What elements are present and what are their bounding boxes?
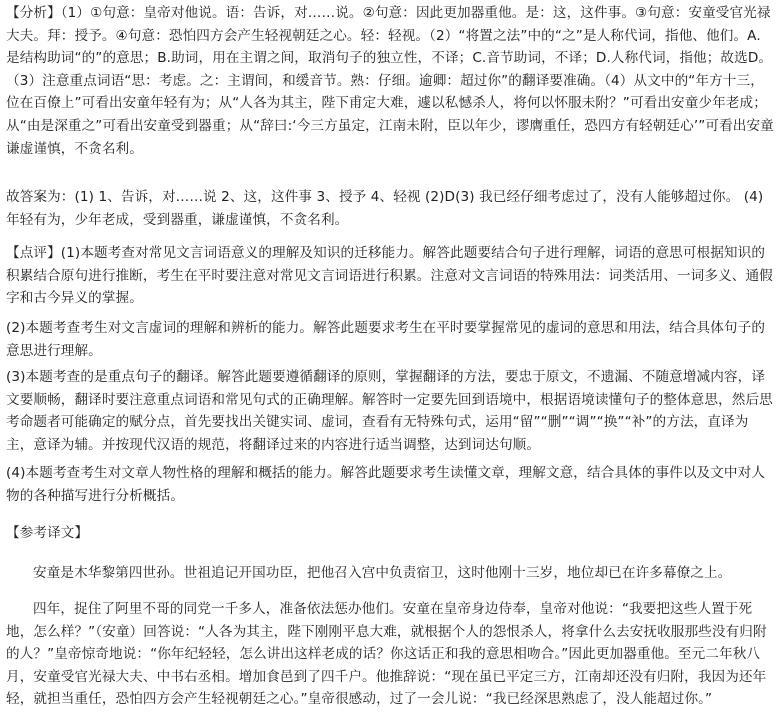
analysis-paragraph: 【分析】（1）①句意：皇帝对他说。语：告诉，对……说。②句意：因此更加器重他。是：这，这件事。③句意：安童受官光禄大夫。拜：授予。④句意：恐怕四方会产生轻视朝廷之心。轻：轻视。（2）“将置之法”中的“之”是人称代词，指他、他们。A.是结构助词“的”的意思；B.助词，用在主谓之间，取消句子的独立性，不译；C.音节助词，不译；D.人称代词，指他；故选D。（3）注意重点词语“思：考虑。之：主谓间，和缓音节。熟：仔细。逾卿：超过你”的翻译要准确。（4）从文中的“年方十三，位在百僚上”可看出安童年轻有为；从“人各为其主，陛下甫定大难，遽以私憾杀人，将何以怀服未附？”可看出安童少年老成；从“由是深重之”可看出安童受到器重；从“辞曰:‘今三方虽定，江南未附，臣以年少，谬膺重任，恐四方有轻朝廷心’”可看出安童谦虚谨慎，不贪名利。 [6,5,774,157]
review-paragraph-q1: 【点评】(1)本题考查对常见文言词语意义的理解及知识的迁移能力。解答此题要结合句子进行理解，词语的意思可根据知识的积累结合原句进行推断，考生在平时要注意对常见文言词语进行积累。注意对文言词语的特殊用法：词类活用、一词多义、通假字和古今异义的掌握。 [6,245,773,307]
review-paragraph-q3: (3)本题考查的是重点句子的翻译。解答此题要遵循翻译的原则，掌握翻译的方法，要忠于原文，不遗漏、不随意增减内容，译文要顺畅，翻译时要注意重点词语和常见句式的正确理解。解答时一定要先回到语境中，根据语境读懂句子的整体意思，然后思考命题者可能确定的赋分点，首先要找出关键实词、虚词，查看有无特殊句式，运用“留”“删”“调”“换”“补”的方法，直译为主，意译为辅。并按现代汉语的规范，将翻译过来的内容进行适当调整，达到词达句顺。 [6,369,773,453]
reference-translation-paragraph-1: 安童是木华黎第四世孙。世祖追记开国功臣，把他召入宫中负责宿卫，这时他刚十三岁，地位却已在许多幕僚之上。 [33,565,732,581]
reference-translation-paragraph-2: 四年，捉住了阿里不哥的同党一千多人，准备依法惩办他们。安童在皇帝身边侍奉，皇帝对他说：“我要把这些人置于死地，怎么样？”（安童）回答说：“人各为其主，陛下刚刚平息大难，就根据个人的怨恨杀人，将拿什么去安抚收服那些没有归附的人？”皇帝惊奇地说：“你年纪轻轻，怎么讲出这样老成的话？你这话正和我的意思相吻合。”因此更加器重他。至元二年秋八月，安童受官光禄大夫、中书右丞相。增加食邑到了四千户。他推辞说：“现在虽已平定三方，江南却还没有归附，我因为还年轻，就担当重任，恐怕四方会产生轻视朝廷之心。”皇帝很感动，过了一会儿说：“我已经深思熟虑了，没人能超过你。” [6,601,767,708]
review-paragraph-q2: (2)本题考查考生对文言虚词的理解和辨析的能力。解答此题要求考生在平时要掌握常见的虚词的意思和用法，结合具体句子的意思进行理解。 [6,320,766,359]
review-paragraph-q4: (4)本题考查考生对文章人物性格的理解和概括的能力。解答此题要求考生读懂文章，理解文意，结合具体的事件以及文中对人物的各种描写进行分析概括。 [6,465,766,504]
answer-paragraph: 故答案为：(1) 1、告诉，对……说 2、这，这件事 3、授予 4、轻视 (2)D(3) 我已经仔细考虑过了，没有人能够超过你。 (4) 年轻有为，少年老成，受到器重，谦虚谨慎，不贪名利。 [6,189,764,228]
reference-translation-heading: 【参考译文】 [6,525,89,541]
